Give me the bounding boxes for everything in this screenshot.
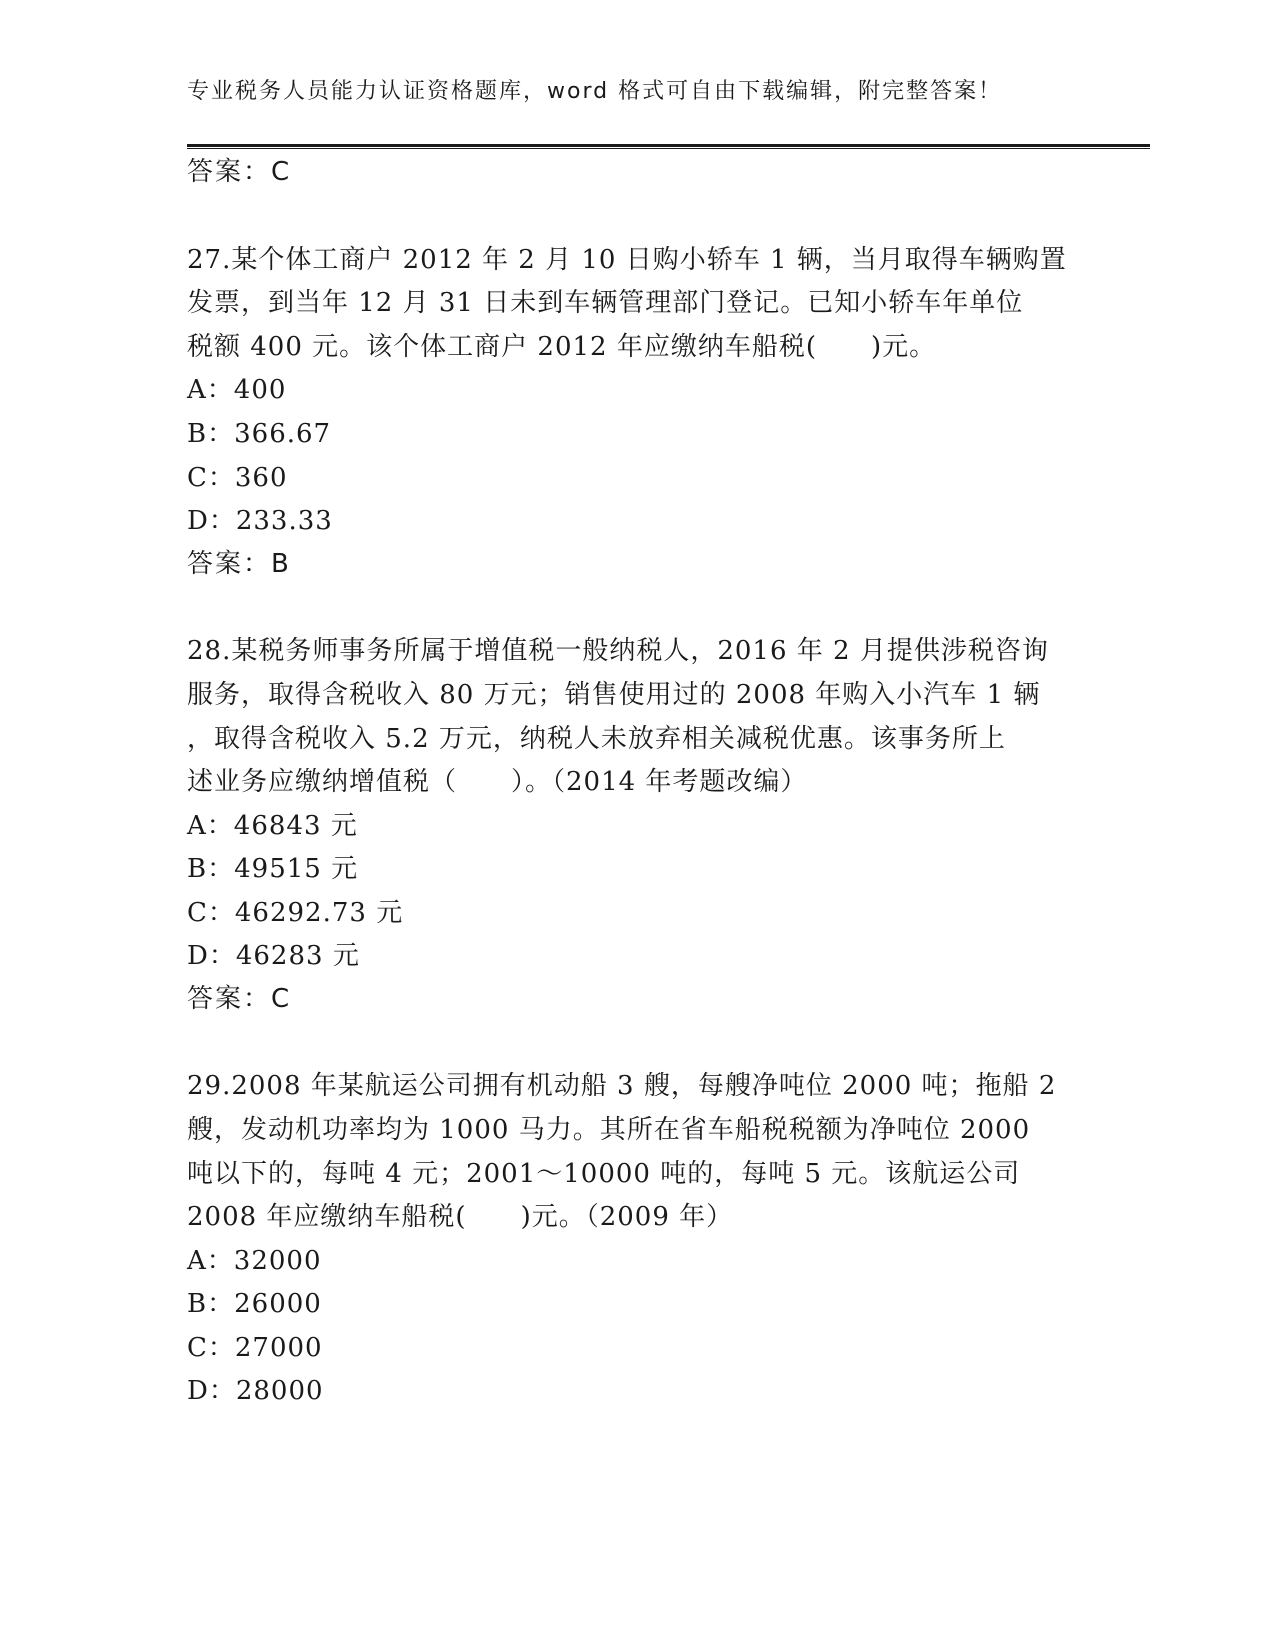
question-29-stem-line-4: 2008 年应缴纳车船税( )元。（2009 年） (187, 1202, 734, 1232)
question-27-option-a: A：400 (187, 375, 287, 405)
question-28-option-a: A：46843 元 (187, 811, 358, 841)
question-27-stem-line-1: 27.某个体工商户 2012 年 2 月 10 日购小轿车 1 辆，当月取得车辆购置 (187, 245, 1067, 275)
page-header-text: 专业税务人员能力认证资格题库，word 格式可自由下载编辑，附完整答案！ (187, 79, 1003, 104)
question-27-option-d: D：233.33 (187, 506, 333, 536)
question-28-stem-line-1: 28.某税务师事务所属于增值税一般纳税人，2016 年 2 月提供涉税咨询 (187, 636, 1049, 666)
question-29-option-c: C：27000 (187, 1333, 323, 1363)
question-29-option-b: B：26000 (187, 1289, 322, 1319)
question-28-stem-line-4: 述业务应缴纳增值税（ ）。（2014 年考题改编） (187, 767, 808, 797)
question-29-option-d: D：28000 (187, 1376, 324, 1406)
question-29-stem-line-3: 吨以下的，每吨 4 元；2001～10000 吨的，每吨 5 元。该航运公司 (187, 1159, 1021, 1189)
question-27-option-b: B：366.67 (187, 419, 332, 449)
question-28-stem-line-2: 服务，取得含税收入 80 万元；销售使用过的 2008 年购入小汽车 1 辆 (187, 680, 1041, 710)
question-28-stem-line-3: ，取得含税收入 5.2 万元，纳税人未放弃相关减税优惠。该事务所上 (187, 724, 1006, 754)
previous-answer: 答案：C (187, 157, 292, 187)
question-27-stem-line-2: 发票，到当年 12 月 31 日未到车辆管理部门登记。已知小轿车年单位 (187, 288, 1024, 318)
question-28-option-b: B：49515 元 (187, 854, 359, 884)
question-29-stem-line-1: 29.2008 年某航运公司拥有机动船 3 艘，每艘净吨位 2000 吨；拖船 2 (187, 1071, 1057, 1101)
question-27-answer: 答案：B (187, 549, 291, 579)
question-27-option-c: C：360 (187, 463, 288, 493)
question-28-answer: 答案：C (187, 984, 292, 1014)
question-28-option-d: D：46283 元 (187, 941, 360, 971)
question-28-option-c: C：46292.73 元 (187, 898, 404, 928)
question-27-stem-line-3: 税额 400 元。该个体工商户 2012 年应缴纳车船税( )元。 (187, 332, 937, 362)
header-divider (187, 144, 1150, 149)
question-29-stem-line-2: 艘，发动机功率均为 1000 马力。其所在省车船税税额为净吨位 2000 (187, 1115, 1031, 1145)
question-29-option-a: A：32000 (187, 1246, 322, 1276)
